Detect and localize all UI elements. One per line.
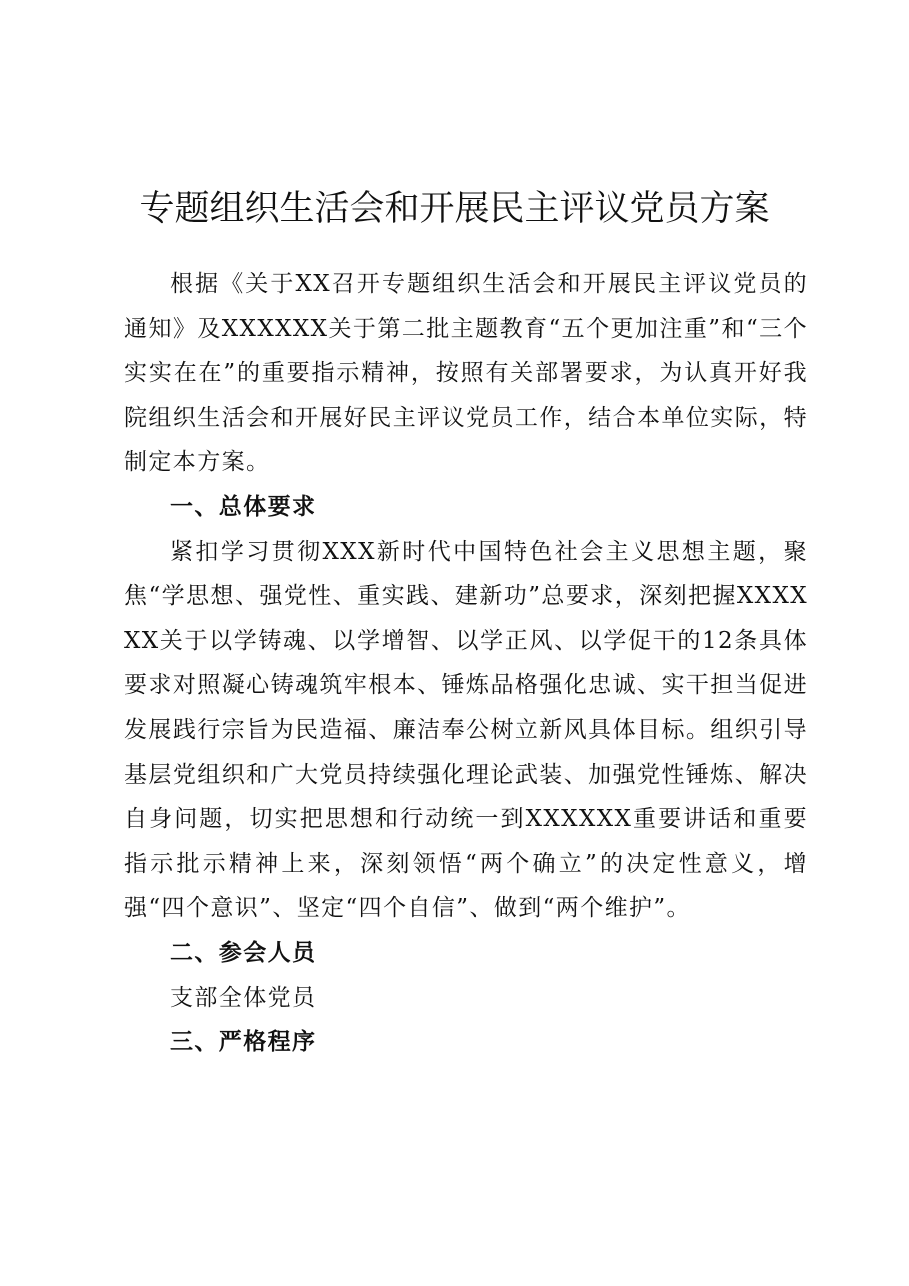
section-heading-general-requirements: 一、总体要求	[170, 493, 317, 520]
document-body	[124, 262, 808, 1065]
document-title: 专题组织生活会和开展民主评议党员方案	[139, 189, 770, 229]
section-body-attendees: 支部全体党员	[170, 984, 317, 1011]
intro-paragraph: 根据《关于XX召开专题组织生活会和开展民主评议党员的通知》及XXXXXX关于第二批主题教育“五个更加注重”和“三个实实在在”的重要指示精神，按照有关部署要求，为认真开好我院组织生活会和开展好民主评议党员工作，结合本单位实际，特制定本方案。	[124, 271, 808, 476]
section-body-general-requirements: 紧扣学习贯彻XXX新时代中国特色社会主义思想主题，聚焦“学思想、强党性、重实践、建新功”总要求，深刻把握XXXXXX关于以学铸魂、以学增智、以学正风、以学促干的12条具体要求对照凝心铸魂筑牢根本、锤炼品格强化忠诚、实干担当促进发展践行宗旨为民造福、廉洁奉公树立新风具体目标。组织引导基层党组织和广大党员持续强化理论武装、加强党性锤炼、解决自身问题，切实把思想和行动统一到XXXXXX重要讲话和重要指示批示精神上来，深刻领悟“两个确立”的决定性意义，增强“四个意识”、坚定“四个自信”、做到“两个维护”。	[124, 538, 808, 922]
section-heading-strict-procedure: 三、严格程序	[170, 1029, 317, 1056]
section-heading-attendees: 二、参会人员	[170, 939, 317, 966]
